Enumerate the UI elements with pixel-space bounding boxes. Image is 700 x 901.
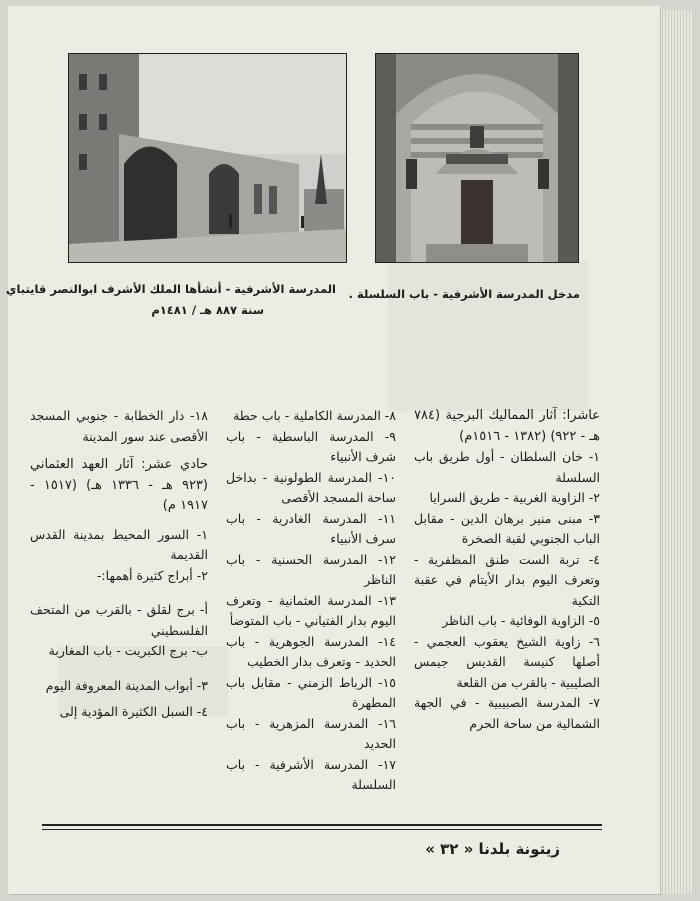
list-item: ١٣- المدرسة العثمانية - وتعرف اليوم بدار الفتياني - باب المتوضأ	[226, 592, 396, 628]
list-item: ١٤- المدرسة الجوهرية - باب الحديد - وتعرف بدار الخطيب	[226, 633, 396, 669]
footer-rule	[42, 824, 602, 826]
list-item: ١٠- المدرسة الطولونية - بداخل ساحة المسجد الأقصى	[226, 469, 396, 505]
list-item: ١٦- المدرسة المزهرية - باب الحديد	[226, 715, 396, 751]
list-item: ٣- مبنى منير برهان الدين - مقابل الباب الجنوبي لقبة الصخرة	[414, 510, 600, 546]
list-item: ٢- أبراج كثيرة أهمها:-	[96, 567, 208, 583]
list-item: ١٨- دار الخطابة - جنوبي المسجد الأقصى عند سور المدينة	[30, 408, 208, 444]
list-item: ٨- المدرسة الكاملية - باب حطة	[233, 408, 396, 423]
list-item: ب- برج الكبريت - باب المغاربة	[48, 643, 208, 658]
list-item: ١٥- الرباط الزمني - مقابل باب المطهرة	[226, 674, 396, 710]
list-item: ١- السور المحيط بمدينة القدس القديمة	[30, 526, 208, 562]
list-item: ٢- الزاوية الغربية - طريق السرايا	[429, 490, 600, 505]
list-item: ٤- تربة الست طنق المظفرية - وتعرف اليوم بدار الأيتام في عقبة التكية	[414, 551, 600, 608]
list-item: ١٢- المدرسة الحسنية - باب الناظر	[226, 551, 396, 587]
list-item: ٣- أبواب المدينة المعروفة اليوم	[45, 677, 208, 693]
entrance-photo-caption: مدخل المدرسة الأشرفية - باب السلسلة .	[348, 287, 580, 301]
text-column-middle	[226, 406, 396, 796]
bleed-through	[388, 261, 588, 411]
text-column-right	[414, 406, 600, 734]
list-item: ٩- المدرسة الباسطية - باب شرف الأنبياء	[226, 428, 396, 464]
ashrafiya-photo	[68, 53, 347, 263]
list-item: ١١- المدرسة الغادرية - باب سرف الأنبياء	[226, 510, 396, 546]
list-item: ٧- المدرسة الصبيبية - في الجهة الشمالية من ساحة الحرم	[414, 695, 600, 731]
magazine-footer-title: زيتونة بلدنا « ٣٢ »	[425, 840, 560, 858]
list-item: ٦- زاوية الشيخ يعقوب العجمي - أصلها كنيسة القديس جيمس الصليبية - بالقرب من القلعة	[414, 633, 600, 690]
entrance-photo	[375, 53, 579, 263]
text-column-left	[30, 406, 208, 723]
mamluk-heading: عاشرا: آثار المماليك البرجية (٧٨٤ هـ - ٩٢٢) (١٣٨٢ - ١٥١٦م)	[414, 408, 600, 444]
list-item: ١- خان السلطان - أول طريق باب السلسلة	[414, 449, 600, 485]
ashrafiya-photo-date: سنة ٨٨٧ هـ / ١٤٨١م	[151, 303, 264, 317]
list-item: ٥- الزاوية الوفائية - باب الناظر	[442, 613, 600, 628]
page-edges	[660, 10, 692, 894]
list-item: ١٧- المدرسة الأشرفية - باب السلسلة	[226, 756, 396, 792]
footer-rule	[42, 829, 602, 830]
ashrafiya-photo-caption: المدرسة الأشرفية - أنشأها الملك الأشرف ابوالنصر قايتباي	[5, 282, 336, 296]
list-item: أ- برج لقلق - بالقرب من المتحف الفلسطيني	[30, 602, 208, 638]
ottoman-heading: حادي عشر: آثار العهد العثماني (٩٢٣ هـ - ١٣٣٦ هـ) (١٥١٧ - ١٩١٧ م)	[30, 457, 208, 513]
magazine-page	[5, 6, 660, 894]
list-item: ٤- السبل الكثيرة المؤدية إلى	[59, 704, 208, 719]
